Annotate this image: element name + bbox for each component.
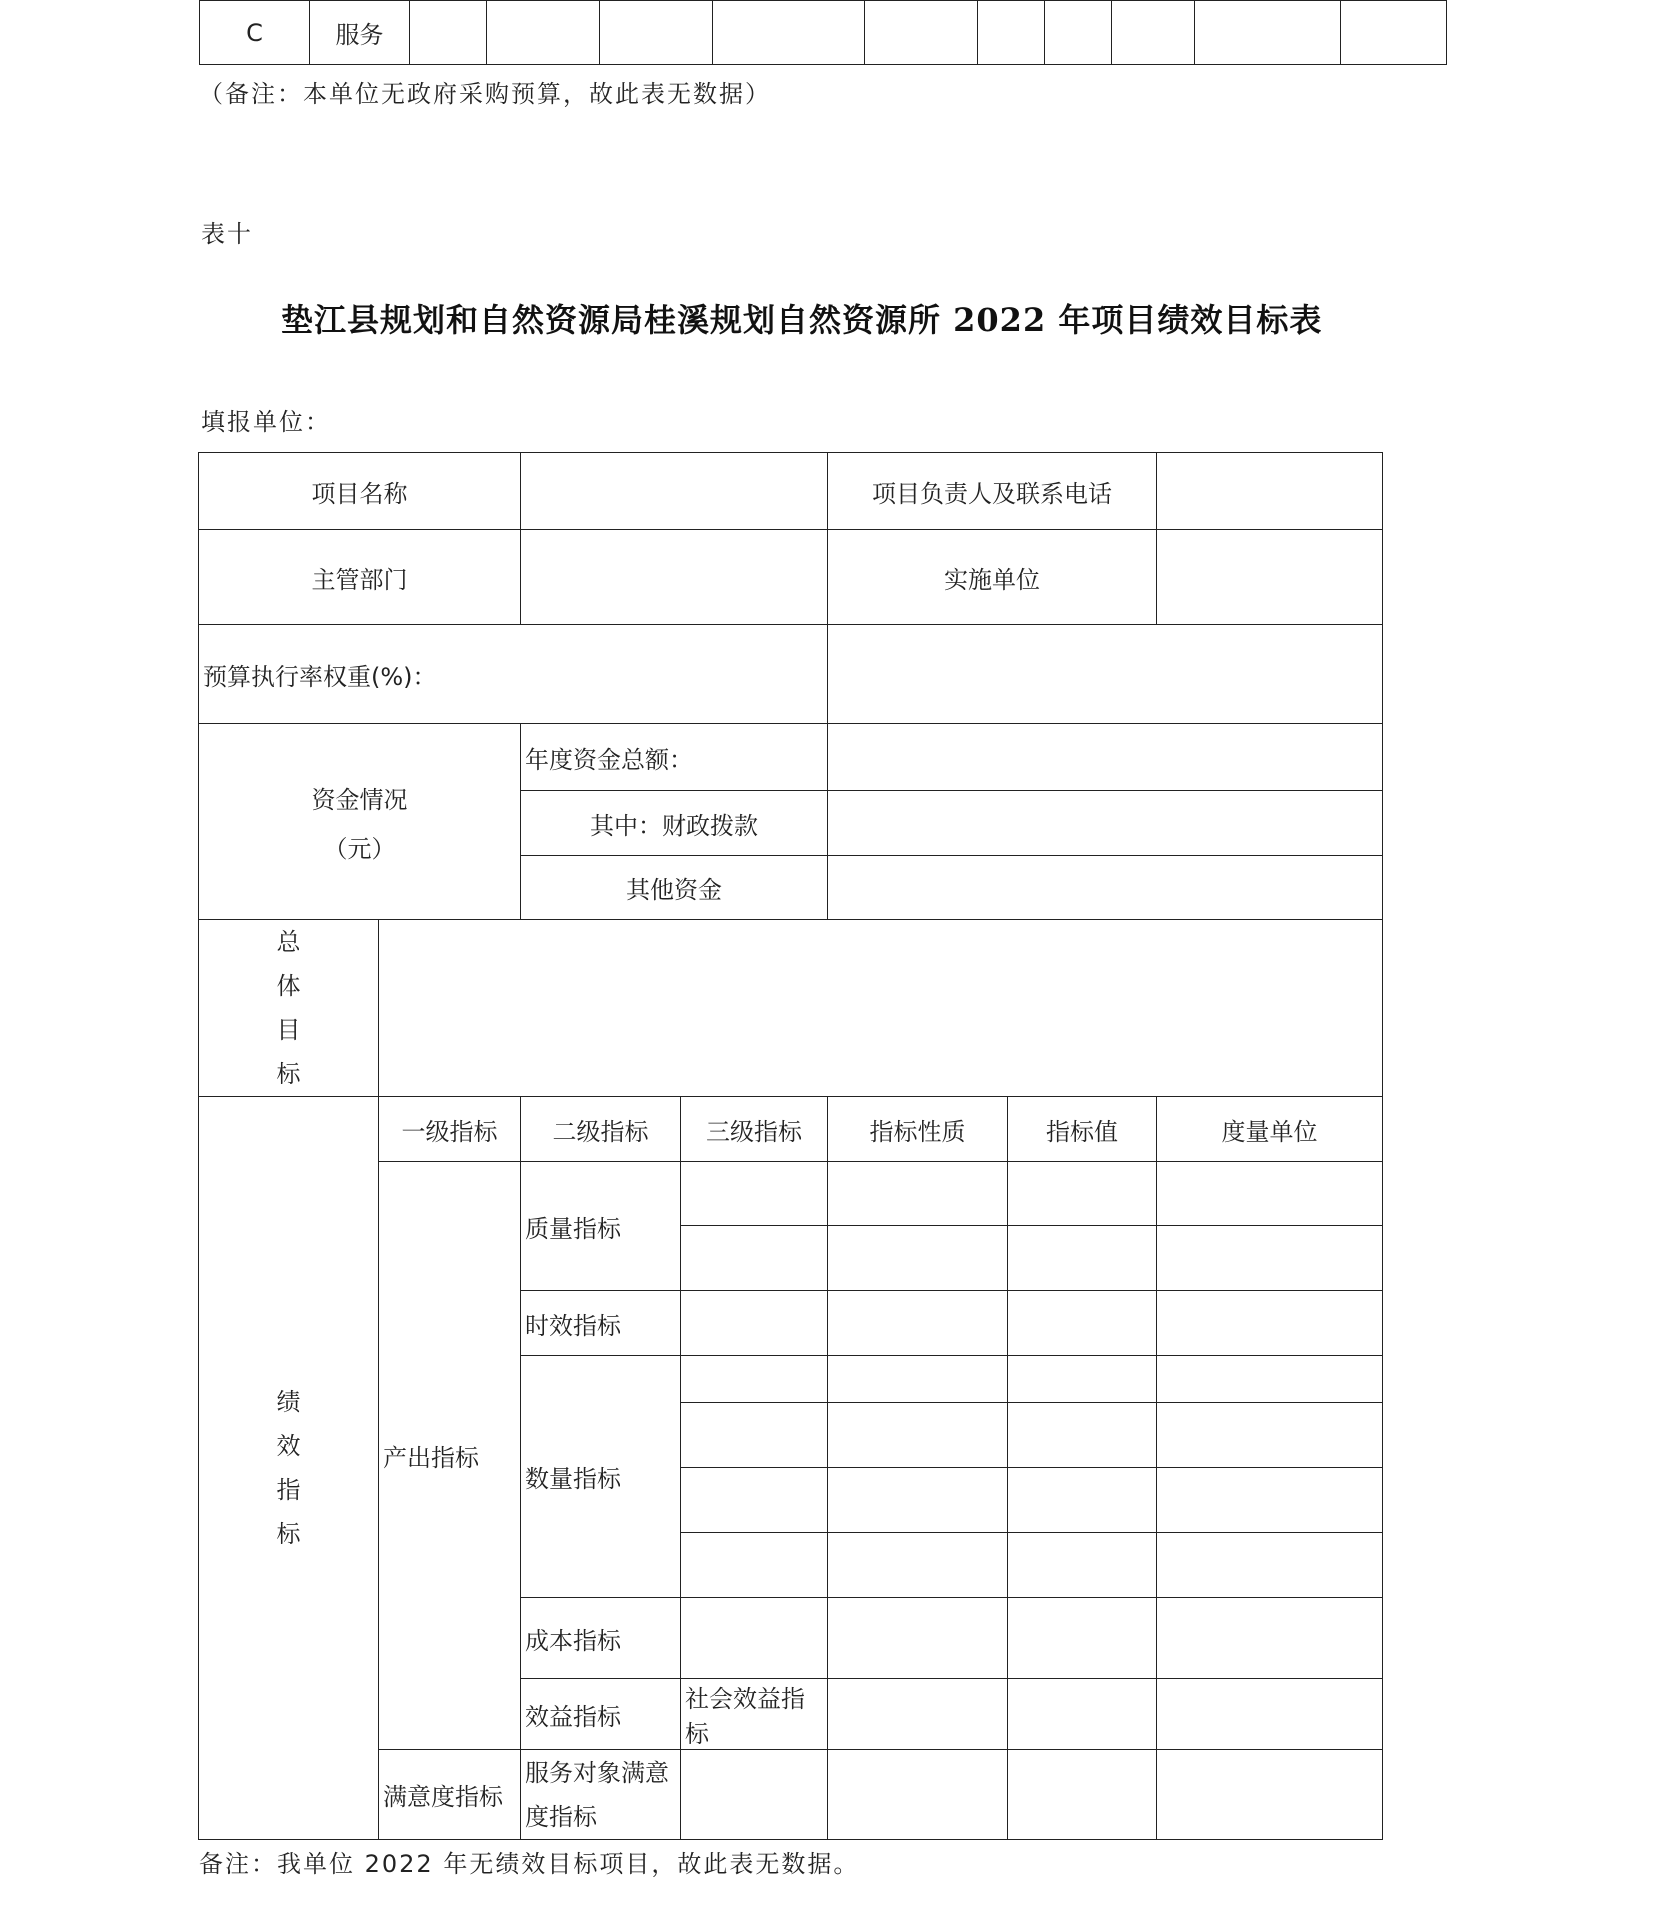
data-cell	[681, 1750, 828, 1840]
bottom-note: 备注：我单位 2022 年无绩效目标项目，故此表无数据。	[199, 1850, 860, 1878]
top-table-cell	[1341, 1, 1447, 65]
overall-goal-char: 总	[276, 928, 301, 956]
output-indicator-label: 产出指标	[379, 1162, 521, 1750]
top-table-cell	[1112, 1, 1195, 65]
social-benefit-label: 社会效益指标	[681, 1679, 828, 1750]
data-cell	[681, 1533, 828, 1598]
top-table-cell	[713, 1, 865, 65]
data-cell	[828, 1403, 1008, 1468]
data-cell	[828, 1679, 1008, 1750]
other-funds-label: 其他资金	[521, 856, 828, 920]
cost-indicator-label: 成本指标	[521, 1598, 681, 1679]
quality-indicator-label: 质量指标	[521, 1162, 681, 1291]
budget-weight-label: 预算执行率权重(%)：	[199, 625, 828, 724]
service-satisfaction-label: 服务对象满意度指标	[521, 1750, 681, 1840]
data-cell	[1008, 1598, 1157, 1679]
data-cell	[828, 1750, 1008, 1840]
department-value	[521, 530, 828, 625]
data-cell	[1008, 1750, 1157, 1840]
data-cell	[828, 1226, 1008, 1291]
budget-weight-value	[828, 625, 1383, 724]
top-table-cell	[410, 1, 487, 65]
data-cell	[1157, 1598, 1383, 1679]
department-label: 主管部门	[199, 530, 521, 625]
header-level1: 一级指标	[379, 1097, 521, 1162]
data-cell	[1008, 1226, 1157, 1291]
top-table-cell-type: 服务	[310, 1, 410, 65]
data-cell	[1157, 1533, 1383, 1598]
data-cell	[828, 1598, 1008, 1679]
data-cell	[1157, 1679, 1383, 1750]
header-value: 指标值	[1008, 1097, 1157, 1162]
overall-goal-char: 目	[276, 1016, 301, 1044]
impl-unit-label: 实施单位	[828, 530, 1157, 625]
annual-total-label: 年度资金总额：	[521, 724, 828, 791]
top-table-cell	[1045, 1, 1112, 65]
perf-label-char: 效	[276, 1432, 301, 1460]
data-cell	[1157, 1750, 1383, 1840]
perf-label-char: 指	[276, 1476, 301, 1504]
data-cell	[1008, 1162, 1157, 1226]
data-cell	[681, 1162, 828, 1226]
overall-goal-label	[199, 920, 379, 1097]
data-cell	[1157, 1468, 1383, 1533]
project-name-label: 项目名称	[199, 453, 521, 530]
perf-label-char: 标	[276, 1520, 301, 1548]
funds-label-line2: （元）	[323, 834, 396, 863]
data-cell	[681, 1291, 828, 1356]
overall-goal-value	[379, 920, 1383, 1097]
data-cell	[828, 1468, 1008, 1533]
data-cell	[1157, 1226, 1383, 1291]
perf-indicator-label	[199, 1097, 379, 1840]
data-cell	[681, 1226, 828, 1291]
data-cell	[828, 1162, 1008, 1226]
top-table-cell	[1195, 1, 1341, 65]
data-cell	[1008, 1533, 1157, 1598]
funds-label	[199, 724, 521, 920]
data-cell	[681, 1356, 828, 1403]
benefit-indicator-label: 效益指标	[521, 1679, 681, 1750]
data-cell	[828, 1291, 1008, 1356]
perf-label-char: 绩	[276, 1388, 301, 1416]
data-cell	[828, 1533, 1008, 1598]
project-leader-label: 项目负责人及联系电话	[828, 453, 1157, 530]
header-level2: 二级指标	[521, 1097, 681, 1162]
overall-goal-char: 体	[276, 972, 301, 1000]
header-unit: 度量单位	[1157, 1097, 1383, 1162]
data-cell	[681, 1403, 828, 1468]
other-funds-value	[828, 856, 1383, 920]
data-cell	[1008, 1679, 1157, 1750]
project-leader-value	[1157, 453, 1383, 530]
quantity-indicator-label: 数量指标	[521, 1356, 681, 1598]
data-cell	[1008, 1356, 1157, 1403]
top-table-cell-code: C	[200, 1, 310, 65]
fiscal-value	[828, 791, 1383, 856]
data-cell	[1008, 1403, 1157, 1468]
fiscal-label: 其中：财政拨款	[521, 791, 828, 856]
data-cell	[681, 1468, 828, 1533]
impl-unit-value	[1157, 530, 1383, 625]
annual-total-value	[828, 724, 1383, 791]
top-table-cell	[978, 1, 1045, 65]
data-cell	[1157, 1356, 1383, 1403]
data-cell	[1157, 1162, 1383, 1226]
top-table-cell	[600, 1, 713, 65]
data-cell	[681, 1598, 828, 1679]
data-cell	[1008, 1291, 1157, 1356]
top-table	[199, 0, 1447, 65]
satisfaction-indicator-label: 满意度指标	[379, 1750, 521, 1840]
data-cell	[828, 1356, 1008, 1403]
funds-label-line1: 资金情况	[311, 785, 408, 814]
top-table-cell	[865, 1, 978, 65]
table-label: 表十	[201, 220, 253, 248]
data-cell	[1157, 1403, 1383, 1468]
data-cell	[1008, 1468, 1157, 1533]
top-note: （备注：本单位无政府采购预算，故此表无数据）	[199, 80, 771, 108]
fill-unit-label: 填报单位：	[201, 408, 331, 436]
top-table-cell	[487, 1, 600, 65]
overall-goal-char: 标	[276, 1060, 301, 1088]
performance-target-table	[198, 452, 1383, 1840]
timeliness-indicator-label: 时效指标	[521, 1291, 681, 1356]
page-title: 垫江县规划和自然资源局桂溪规划自然资源所 2022 年项目绩效目标表	[281, 301, 1323, 339]
data-cell	[1157, 1291, 1383, 1356]
header-nature: 指标性质	[828, 1097, 1008, 1162]
header-level3: 三级指标	[681, 1097, 828, 1162]
project-name-value	[521, 453, 828, 530]
